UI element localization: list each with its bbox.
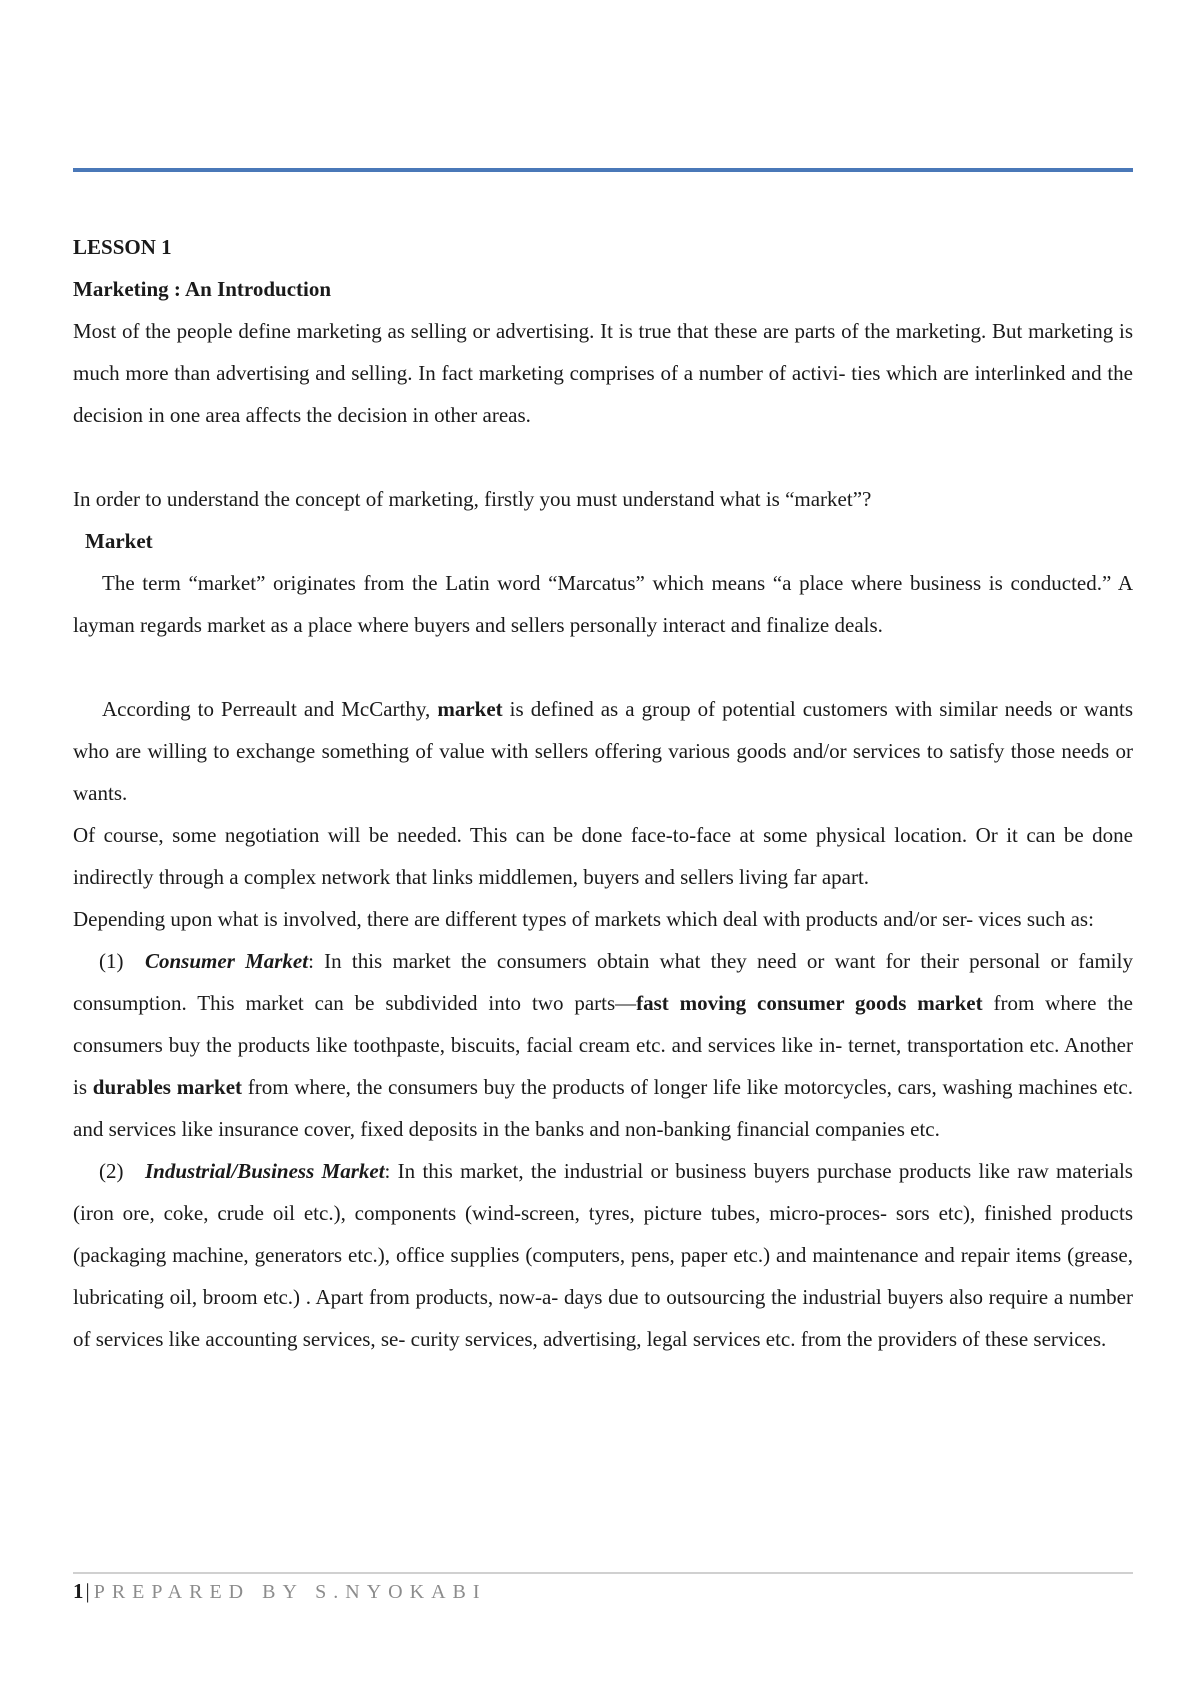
- list-item-term: Industrial/Business Market: [145, 1159, 385, 1183]
- footer-rule: [73, 1572, 1133, 1574]
- prepared-by: PREPARED BY S.NYOKABI: [93, 1581, 487, 1603]
- page-number: 1: [73, 1579, 84, 1603]
- spacer: [73, 646, 1133, 688]
- market-origin-paragraph: The term “market” originates from the Latin word “Marcatus” which means “a place where business is conducted.” A layman regards market as a place where buyers and sellers personally interact and finalize deals.: [73, 571, 1133, 637]
- list-item-text: : In this market, the industrial or business buyers purchase products like raw materials (iron ore, coke, crude oil etc.), components (wind-screen, tyres, picture tubes, micro-proces- sors etc), finished products (packaging machine, generators etc.), office supplies (computers, pens, paper etc.) and maintenance and repair items (grease, lubricating oil, broom etc.) . Apart from products, now-a- days due to outsourcing the industrial buyers also require a number of services like accounting services, se- curity services, advertising, legal services etc. from the providers of these services.: [73, 1159, 1133, 1351]
- list-item-consumer-market: [73, 940, 1133, 1150]
- definition-text-end: is defined as a group of potential customers with similar needs or wants who are willing to exchange something of value with sellers offering various goods and/or services to satisfy those needs or wants.: [73, 697, 1134, 805]
- market-types-intro: Depending upon what is involved, there are different types of markets which deal with products and/or ser- vices such as:: [73, 907, 1094, 931]
- list-number: (1): [99, 949, 124, 973]
- market-heading: Market: [85, 529, 153, 553]
- intro-paragraph: Most of the people define marketing as selling or advertising. It is true that these are parts of the marketing. But marketing is much more than advertising and selling. In fact marketing comprises of a number of activi- ties which are interlinked and the decision in one area affects the decision in other areas.: [73, 319, 1133, 427]
- market-definition-paragraph: [73, 688, 1133, 814]
- page-footer: [73, 1575, 487, 1607]
- lesson-label: LESSON 1: [73, 235, 172, 259]
- list-number: (2): [99, 1159, 124, 1183]
- list-item-text: from where the consumers buy the products like toothpaste, biscuits, facial cream etc. and services like in- ternet, transportation etc. Another is: [73, 991, 1134, 1099]
- list-item-text: : In this market the consumers obtain what they need or want for their personal or family consumption. This market can be subdivided into two parts—: [73, 949, 1133, 1015]
- lesson-title: Marketing : An Introduction: [73, 277, 332, 301]
- list-item-text: from where, the consumers buy the products of longer life like motorcycles, cars, washing machines etc. and services like insurance cover, fixed deposits in the banks and non-banking financial companies etc.: [73, 1075, 1133, 1141]
- document-body: [73, 226, 1133, 1360]
- definition-text-start: According to Perreault and McCarthy,: [102, 697, 438, 721]
- list-item-industrial-market: [73, 1150, 1133, 1360]
- spacer: [73, 436, 1133, 478]
- definition-term: market: [437, 697, 503, 721]
- list-item-bold-term: fast moving consumer goods market: [636, 991, 983, 1015]
- intro-question: In order to understand the concept of marketing, firstly you must understand what is “market”?: [73, 487, 872, 511]
- header-rule: [73, 168, 1133, 172]
- footer-separator: |: [85, 1579, 90, 1603]
- list-item-bold-term: durables market: [92, 1075, 243, 1099]
- negotiation-paragraph: Of course, some negotiation will be needed. This can be done face-to-face at some physical location. Or it can be done indirectly through a complex network that links middlemen, buyers and sellers living far apart.: [73, 823, 1133, 889]
- list-item-term: Consumer Market: [145, 949, 309, 973]
